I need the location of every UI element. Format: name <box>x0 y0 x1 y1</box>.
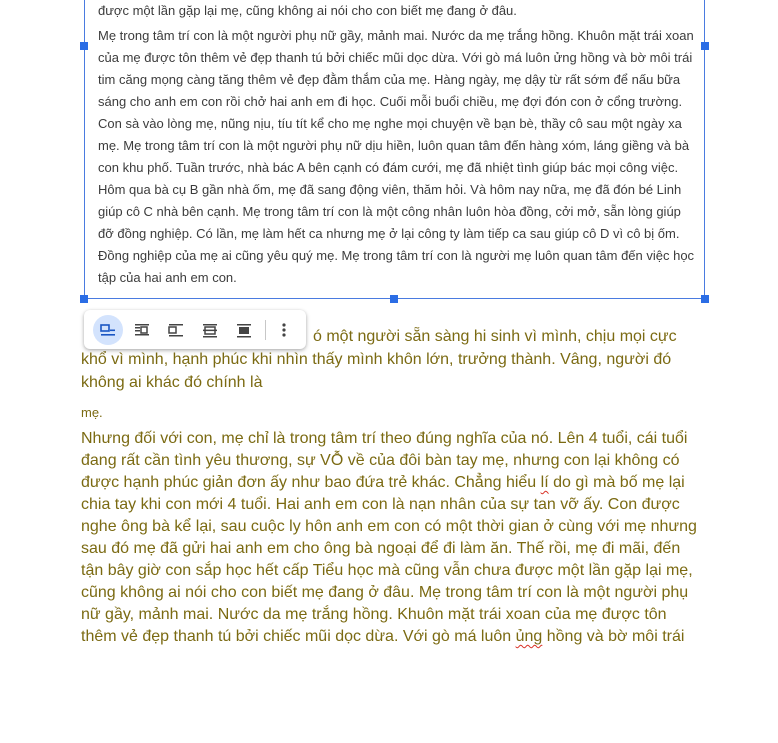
inline-icon <box>99 321 117 339</box>
text-run: do gì mà bố mẹ lại chia tay khi con mới 4 tuổi. Hai anh em con là nạn nhân của sự tan vỡ ấy. Con được nghe ông bà kể lại, sau cuộc ly hôn anh em con có một thời gian ở cùng với mẹ nhưng sau đó mẹ đã gửi hai anh em cho ông bà ngoại để đi làm ăn. Thế rồi, mẹ đi mãi, đến tận bây giờ con sắp học hết cấp Tiểu học mà cũng vẫn chưa được một lần gặp lại mẹ, cũng không ai nói cho con biết mẹ đang ở đâu. Mẹ trong tâm trí con là một người phụ nữ gầy, mảnh mai. Nước da mẹ trắng hồng. Khuôn mặt trái xoan của mẹ được tôn thêm vẻ đẹp thanh tú bởi chiếc mũi dọc dừa. Với gò má luôn <box>81 474 697 645</box>
text-run: Nhưng đối với con, mẹ chỉ là trong tâm trí theo đúng nghĩa của nó. Lên 4 tuổi, cái tuổi đang rất cần tình yêu thương, sự VỖ về của đôi bàn tay mẹ, nhưng con lại không có được hạnh phúc giản đơn ấy như bao đứa trẻ khác. Chẳng hiểu <box>81 430 688 491</box>
resize-handle-bottom[interactable] <box>390 295 398 303</box>
break-text-icon <box>167 321 185 339</box>
document-paragraph-2: mẹ. <box>81 405 103 420</box>
image-paragraph-2: Mẹ trong tâm trí con là một người phụ nữ gầy, mảnh mai. Nước da mẹ trắng hồng. Khuôn mặt trái xoan của mẹ được tôn thêm vẻ đẹp thanh tú bởi chiếc mũi dọc dừa. Với gò má luôn ửng hồng và bờ môi trái tim căng mọng càng tăng thêm vẻ đẹp đằm thắm của mẹ. Hàng ngày, mẹ dậy từ rất sớm để nấu bữa sáng cho anh em con rồi chở hai anh em đi học. Cuối mỗi buổi chiều, mẹ đợi đón con ở cổng trường. Con sà vào lòng mẹ, nũng nịu, tíu tít kể cho mẹ nghe mọi chuyện về bạn bè, thầy cô sau một ngày xa mẹ. Mẹ trong tâm trí con là một người phụ nữ dịu hiền, luôn quan tâm đến hàng xóm, láng giềng và bà con khu phố. Tuần trước, nhà bác A bên cạnh có đám cưới, mẹ đã nhiệt tình giúp bác mọi công việc. Hôm qua bà cụ B gần nhà ốm, mẹ đã sang động viên, thăm hỏi. Và hôm nay nữa, mẹ đã đón bé Linh giúp cô C nhà bên cạnh. Mẹ trong tâm trí con là một công nhân luôn hòa đồng, cởi mở, sẵn lòng giúp đỡ đồng nghiệp. Có lần, mẹ làm hết ca nhưng mẹ ở lại công ty làm tiếp ca sau giúp cô D vì cô bị ốm. Đồng nghiệp của mẹ ai cũng yêu quý mẹ. Mẹ trong tâm trí con là người mẹ luôn quan tâm đến việc học tập của hai anh em con. <box>98 28 695 285</box>
resize-handle-right[interactable] <box>701 42 709 50</box>
more-vert-icon <box>282 323 286 337</box>
spelling-error[interactable]: ủng <box>515 628 543 645</box>
resize-handle-left[interactable] <box>80 42 88 50</box>
document-paragraph-3 <box>81 428 701 648</box>
behind-text-icon <box>201 321 219 339</box>
toolbar-separator <box>265 320 266 340</box>
resize-handle-bottom-left[interactable] <box>80 295 88 303</box>
wrap-text-button[interactable] <box>127 315 157 345</box>
image-text-content <box>98 0 698 289</box>
behind-text-button[interactable] <box>195 315 225 345</box>
text-run: hồng và bờ môi trái <box>542 628 685 645</box>
image-options-toolbar <box>84 310 306 349</box>
inline-button[interactable] <box>93 315 123 345</box>
spelling-error[interactable]: lí <box>540 474 549 491</box>
wrap-text-icon <box>133 321 151 339</box>
resize-handle-bottom-right[interactable] <box>701 295 709 303</box>
in-front-of-text-button[interactable] <box>229 315 259 345</box>
break-text-button[interactable] <box>161 315 191 345</box>
document-paragraph-1: ó một người sẵn sàng hi sinh vì mình, chịu mọi cực khổ vì mình, hạnh phúc khi nhìn thấy mình khôn lớn, trưởng thành. Vâng, người đó không ai khác đó chính là <box>81 328 677 391</box>
selected-image[interactable] <box>84 0 705 299</box>
image-paragraph-1: được một lần gặp lại mẹ, cũng không ai nói cho con biết mẹ đang ở đâu. <box>98 3 517 18</box>
more-options-button[interactable] <box>272 315 296 345</box>
in-front-of-text-icon <box>235 321 253 339</box>
